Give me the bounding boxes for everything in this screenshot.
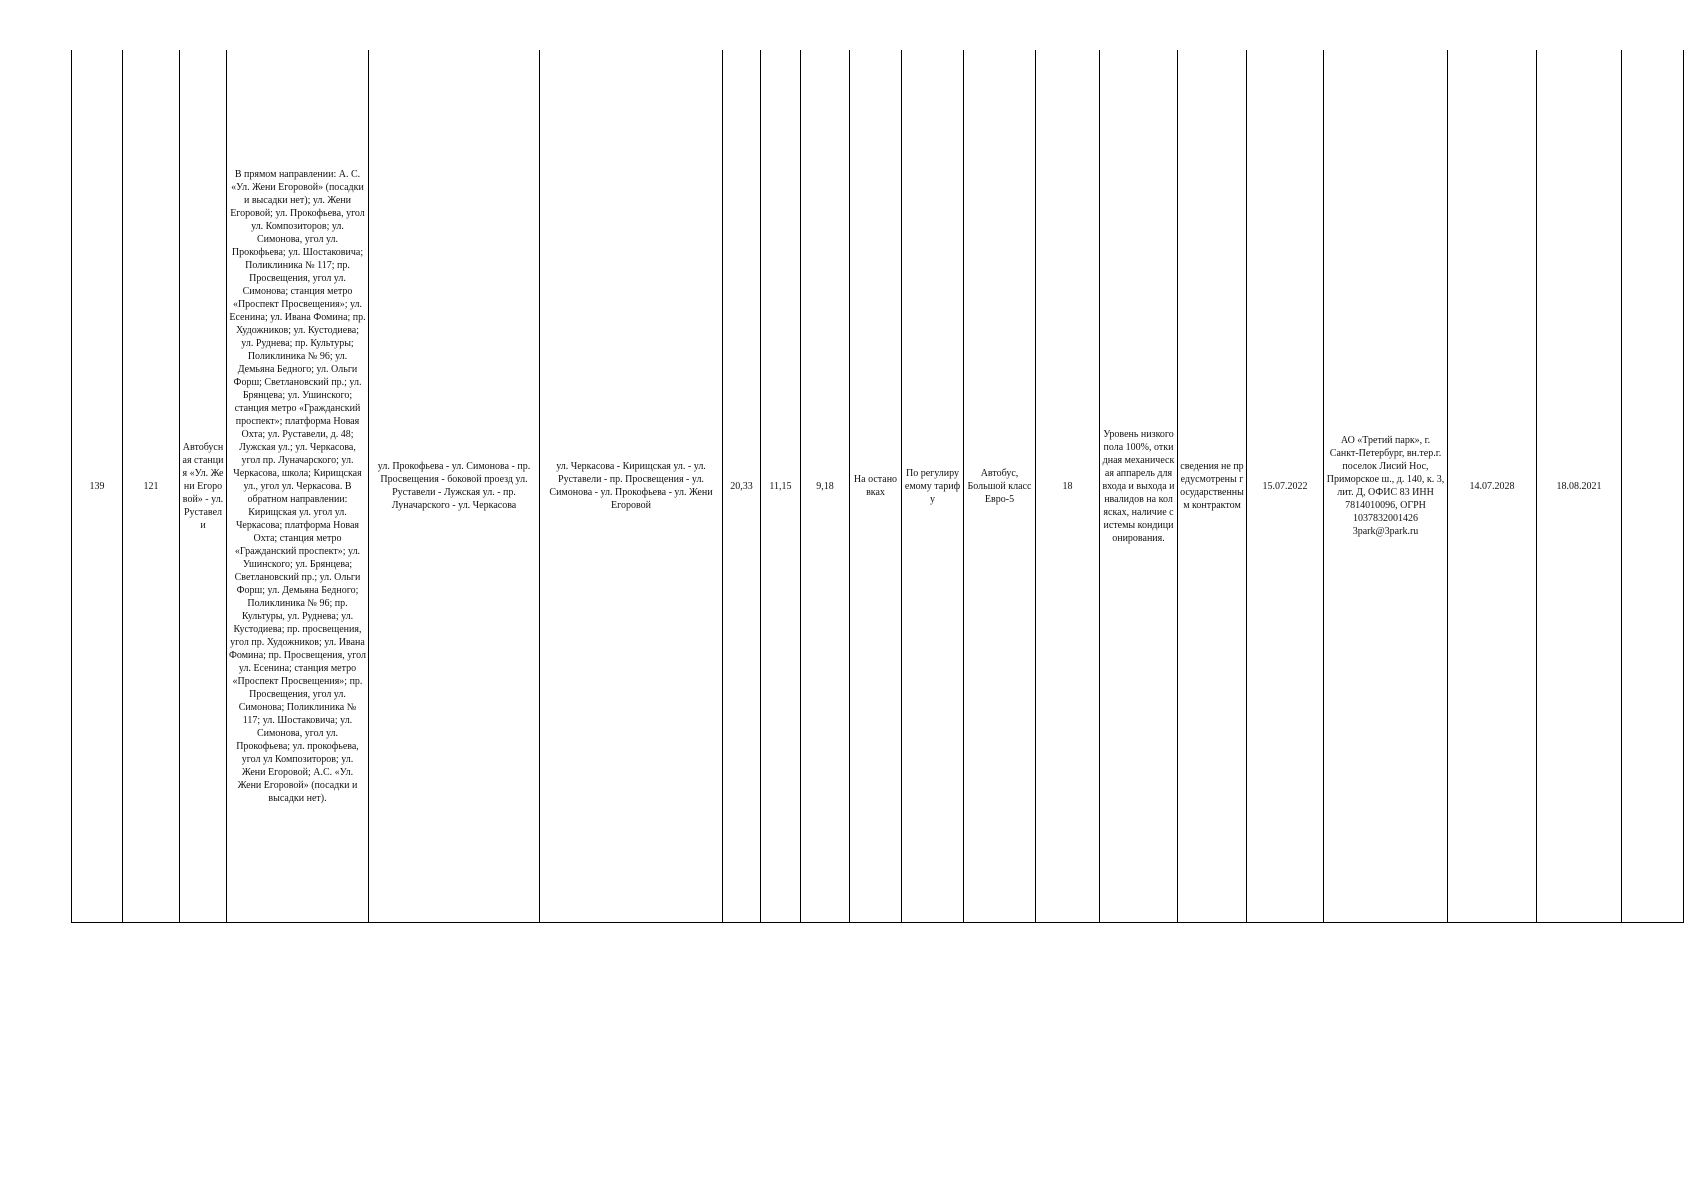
end-date-cell: 14.07.2028	[1448, 50, 1537, 923]
contract-info-cell: сведения не предусмотрены государственным контрактом	[1178, 50, 1247, 923]
start-date-cell: 15.07.2022	[1247, 50, 1324, 923]
vehicle-count-cell: 18	[1036, 50, 1100, 923]
intermediate-stops-cell: В прямом направлении: А. С. «Ул. Жени Егоровой» (посадки и высадки нет); ул. Жени Егоровой; ул. Прокофьева, угол ул. Композиторов; ул. Симонова, угол ул. Прокофьева; ул. Шостаковича; Поликлиника № 117; пр. Просвещения, угол ул. Симонова; станция метро «Проспект Просвещения»; ул. Есенина; ул. Ивана Фомина; пр. Художников; ул. Кустодиева; ул. Руднева; пр. Культуры; Поликлиника № 96; ул. Демьяна Бедного; ул. Ольги Форш; Светлановский пр.; ул. Брянцева; ул. Ушинского; станция метро «Гражданский проспект»; платформа Новая Охта; ул. Руставели, д. 48; Лужская ул.; ул. Черкасова, угол пр. Луначарского; ул. Черкасова, школа; Кирищская ул., угол ул. Черкасова. В обратном направлении: Кирищская ул. угол ул. Черкасова; платформа Новая Охта; станция метро «Гражданский проспект»; ул. Ушинского; ул. Брянцева; Светлановский пр.; ул. Ольги Форш; ул. Демьяна Бедного; Поликлиника № 96; пр. Культуры, ул. Руднева; ул. Кустодиева; пр. просвещения, угол пр. Художников; ул. Ивана Фомина; пр. Просвещения, угол ул. Есенина; станция метро «Проспект Просвещения»; пр. Просвещения, угол ул. Симонова; Поликлиника № 117; ул. Шостаковича; ул. Симонова, угол ул. Прокофьева; ул. прокофьева, угол ул Композиторов; ул. Жени Егоровой; А.С. «Ул. Жени Егоровой» (посадки и высадки нет).	[227, 50, 369, 923]
length-forward-cell: 20,33	[723, 50, 761, 923]
route-registry-table	[71, 50, 1684, 923]
stop-order-cell: На остановках	[850, 50, 902, 923]
extra-date-cell: 18.08.2021	[1537, 50, 1622, 923]
tariff-type-cell: По регулируемому тарифу	[902, 50, 964, 923]
streets-backward-cell: ул. Черкасова - Кирищская ул. - ул. Руставели - пр. Просвещения - ул. Симонова - ул. Прокофьева - ул. Жени Егоровой	[540, 50, 723, 923]
length-backward-cell: 11,15	[761, 50, 801, 923]
vehicle-features-cell: Уровень низкого пола 100%, откидная механическая аппарель для входа и выхода инвалидов на колясках, наличие системы кондиционирования.	[1100, 50, 1178, 923]
streets-forward-cell: ул. Прокофьева - ул. Симонова - пр. Просвещения - боковой проезд ул. Руставели - Лужская ул. - пр. Луначарского - ул. Черкасова	[369, 50, 540, 923]
table-row	[72, 50, 1684, 923]
registry-number-cell: 139	[72, 50, 123, 923]
carrier-cell: АО «Третий парк», г. Санкт-Петербург, вн.тер.г. поселок Лисий Нос, Приморское ш., д. 140, к. 3, лит. Д, ОФИС 83 ИНН 7814010096, ОГРН 1037832001426 3park@3park.ru	[1324, 50, 1448, 923]
empty-cell	[1622, 50, 1684, 923]
route-number-cell: 121	[123, 50, 180, 923]
vehicle-type-cell: Автобус, Большой класс Евро-5	[964, 50, 1036, 923]
route-name-cell: Автобусная станция «Ул. Жени Егоровой» - ул. Руставели	[180, 50, 227, 923]
length-total-cell: 9,18	[801, 50, 850, 923]
